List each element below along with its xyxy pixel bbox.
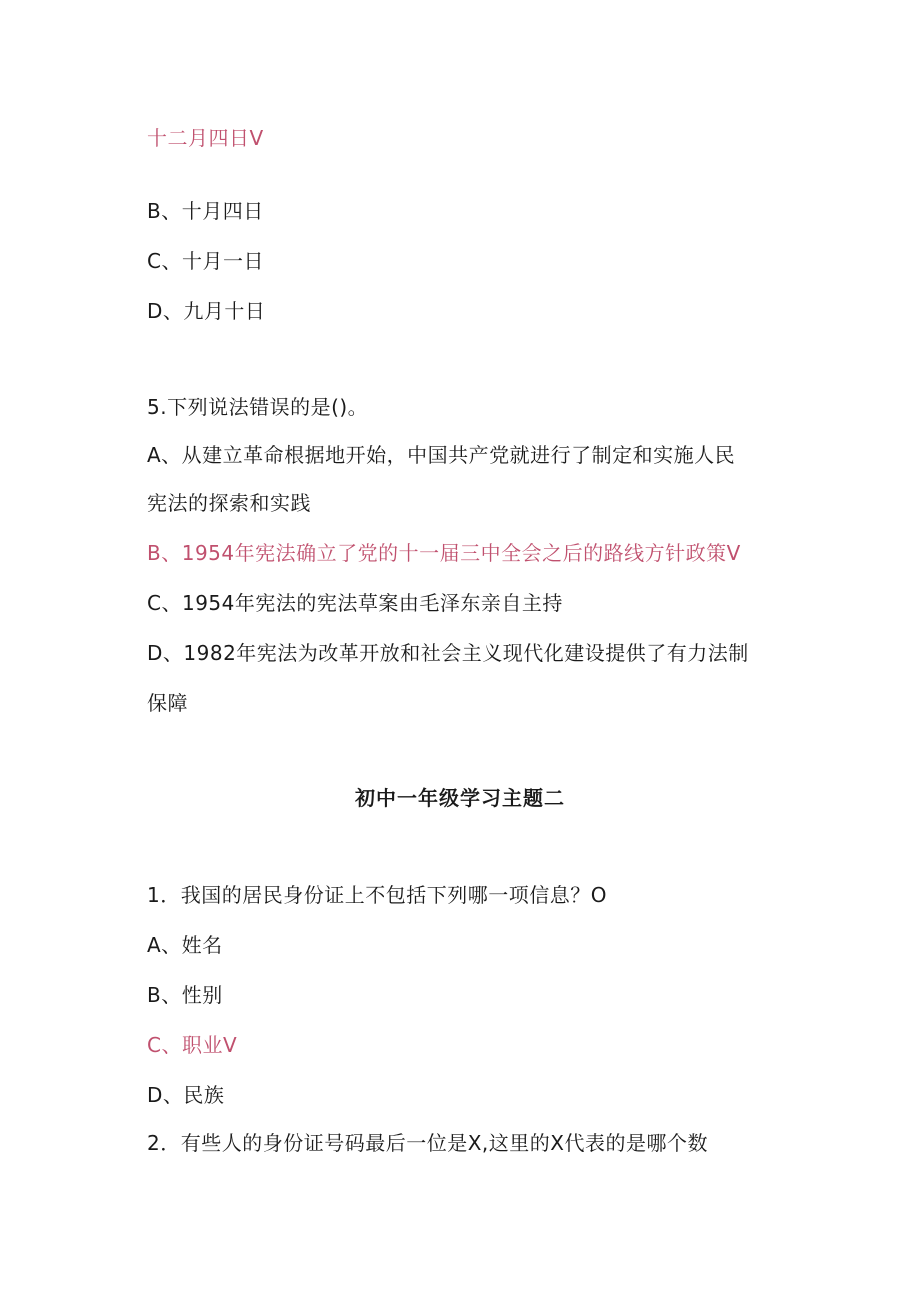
- q5-option-b-correct: B、1954年宪法确立了党的十一届三中全会之后的路线方针政策V: [147, 541, 741, 565]
- s2q1-option-b: B、性别: [147, 983, 223, 1007]
- q4-option-c: C、十月一日: [147, 249, 264, 273]
- q5-option-c: C、1954年宪法的宪法草案由毛泽东亲自主持: [147, 591, 563, 615]
- q4-option-a-correct: 十二月四日V: [147, 126, 264, 150]
- s2q2-question: 2．有些人的身份证号码最后一位是X,这里的X代表的是哪个数: [147, 1131, 708, 1155]
- s2q1-question: 1．我国的居民身份证上不包括下列哪一项信息？O: [147, 883, 607, 907]
- s2q1-option-a: A、姓名: [147, 933, 223, 957]
- q5-option-a-line1: A、从建立革命根据地开始，中国共产党就进行了制定和实施人民: [147, 443, 736, 467]
- q4-option-d: D、九月十日: [147, 299, 266, 323]
- section-title: 初中一年级学习主题二: [355, 786, 565, 810]
- q4-option-b: B、十月四日: [147, 199, 264, 223]
- s2q1-option-d: D、民族: [147, 1083, 225, 1107]
- s2q1-option-c-correct: C、职业V: [147, 1033, 238, 1057]
- q5-option-a-line2: 宪法的探索和实践: [147, 491, 311, 515]
- q5-option-d-line1: D、1982年宪法为改革开放和社会主义现代化建设提供了有力法制: [147, 641, 749, 665]
- q5-question: 5.下列说法错误的是()。: [147, 395, 369, 419]
- q5-option-d-line2: 保障: [147, 691, 188, 715]
